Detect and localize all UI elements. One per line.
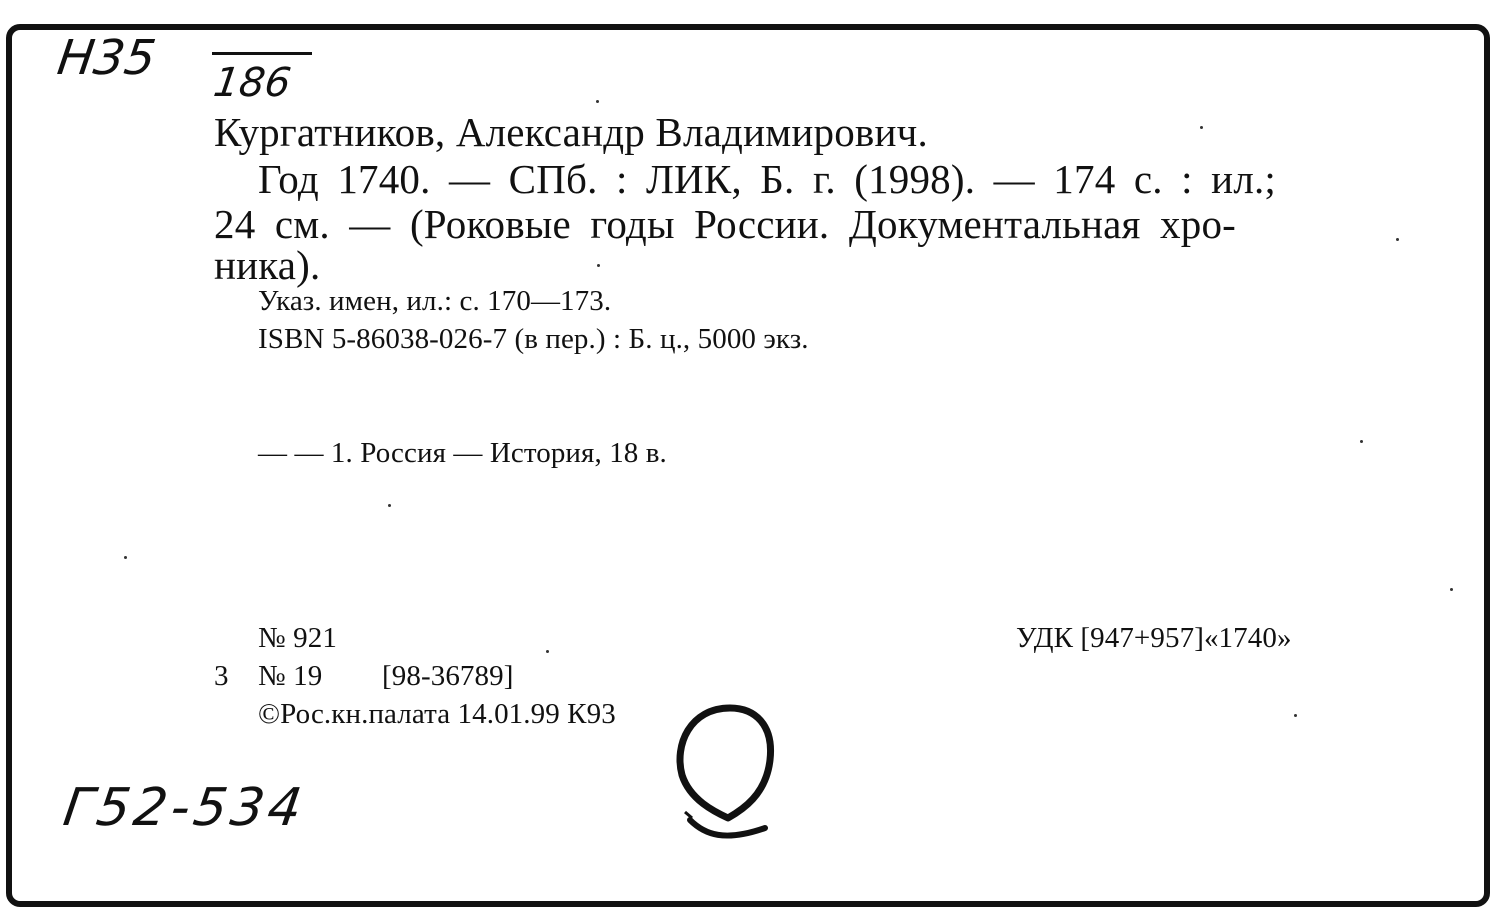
description-line-3: ника).	[214, 242, 321, 288]
handwritten-inventory-number: Г52-534	[59, 778, 310, 838]
isbn-note: ISBN 5-86038-026-7 (в пер.) : Б. ц., 5000 экз.	[258, 323, 809, 355]
handwritten-author-mark: 186	[210, 60, 294, 106]
description-line-1: Год 1740. — СПб. : ЛИК, Б. г. (1998). — 174 с. : ил.;	[258, 156, 1277, 202]
speck	[596, 100, 599, 103]
handwritten-shelf-code: Н35	[54, 30, 160, 86]
index-note: Указ. имен, ил.: с. 170—173.	[258, 285, 612, 317]
author-mark-overline	[212, 52, 312, 55]
registration-number: [98-36789]	[382, 660, 514, 692]
section-number: 3	[214, 660, 229, 692]
subject-heading: — — 1. Россия — История, 18 в.	[258, 437, 667, 469]
card-number: № 921	[258, 622, 337, 654]
hand-drawn-loop-mark	[670, 700, 790, 860]
speck	[388, 504, 391, 507]
speck	[546, 650, 549, 653]
imprint-line: ©Рос.кн.палата 14.01.99 К93	[258, 698, 616, 730]
speck	[1200, 126, 1203, 129]
udk-code: УДК [947+957]«1740»	[1016, 622, 1292, 654]
speck	[1294, 714, 1297, 717]
description-line-2: 24 см. — (Роковые годы России. Документальная хро-	[214, 201, 1237, 247]
speck	[1360, 440, 1363, 443]
author-heading: Кургатников, Александр Владимирович.	[214, 109, 928, 155]
speck	[124, 556, 127, 559]
issue-number: № 19	[258, 660, 323, 692]
speck	[1396, 238, 1399, 241]
speck	[597, 264, 600, 267]
speck	[1450, 588, 1453, 591]
